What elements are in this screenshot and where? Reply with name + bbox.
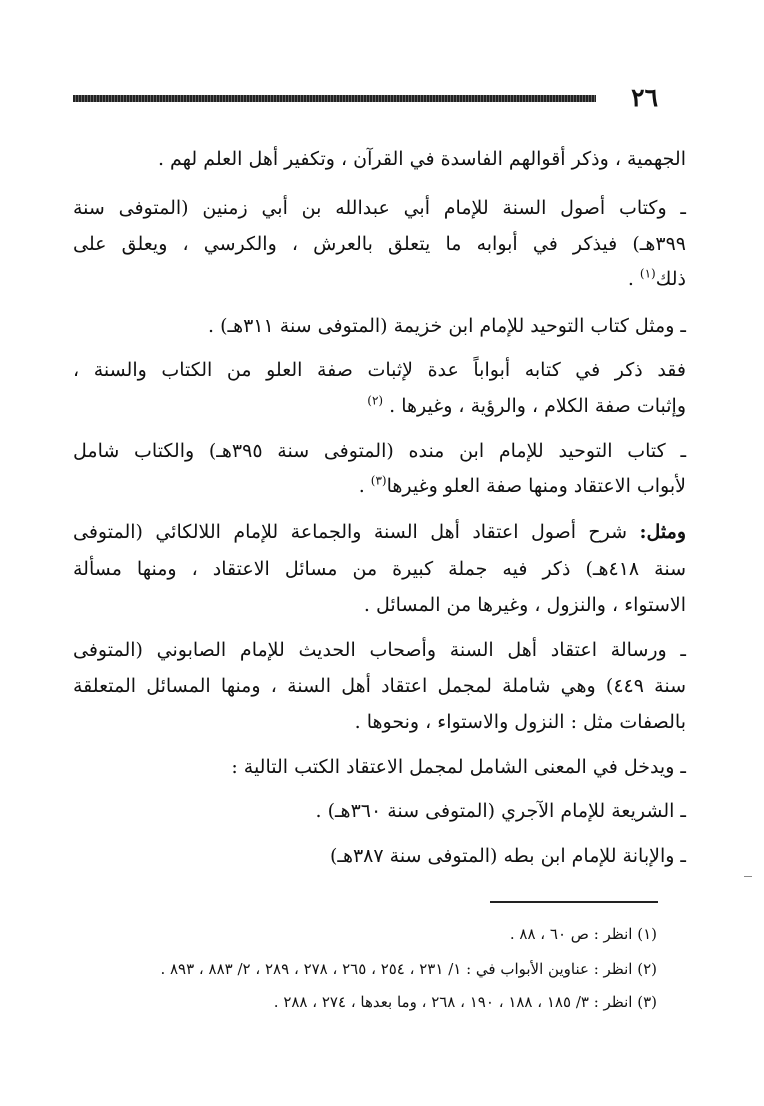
body-line-16: ـ ويدخل في المعنى الشامل لمجمل الاعتقاد الكتب التالية : xyxy=(231,756,686,778)
body-line-12: الاستواء ، والنزول ، وغيرها من المسائل . xyxy=(363,594,686,616)
body-line-9-text: لأبواب الاعتقاد ومنها صفة العلو وغيرها xyxy=(386,475,686,497)
body-line-10 xyxy=(73,518,686,546)
header-rule xyxy=(73,95,596,102)
body-line-4-text: ذلك xyxy=(655,268,686,290)
footnote-2: (٢) انظر : عناوين الأبواب في : ١/ ٢٣١ ، ٢٥٤ ، ٢٦٥ ، ٢٧٨ ، ٢٨٩ ، ٢/ ٨٨٣ ، ٨٩٣ . xyxy=(160,960,657,978)
body-line-5: ـ ومثل كتاب التوحيد للإمام ابن خزيمة (المتوفى سنة ٣١١هـ) . xyxy=(208,315,686,337)
margin-mark xyxy=(744,876,752,877)
body-line-1: الجهمية ، وذكر أقوالهم الفاسدة في القرآن ، وتكفير أهل العلم لهم . xyxy=(157,148,686,170)
footnote-marker-3: (٣) xyxy=(370,473,387,488)
body-line-17: ـ الشريعة للإمام الآجري (المتوفى سنة ٣٦٠هـ) . xyxy=(315,800,686,822)
body-line-10-lead: ومثل: xyxy=(639,521,686,543)
footnote-marker-2: (٢) xyxy=(367,393,384,408)
body-line-18: ـ والإبانة للإمام ابن بطه (المتوفى سنة ٣٨٧هـ) xyxy=(329,845,686,867)
body-line-13: ـ ورسالة اعتقاد أهل السنة وأصحاب الحديث للإمام الصابوني (المتوفى xyxy=(73,639,686,661)
body-line-3: ٣٩٩هـ) فيذكر في أبوابه ما يتعلق بالعرش ، والكرسي ، ويعلق على xyxy=(73,233,686,255)
body-line-10-text: شرح أصول اعتقاد أهل السنة والجماعة للإمام اللالكائي (المتوفى xyxy=(73,521,628,543)
footnote-marker-1: (١) xyxy=(639,266,656,281)
body-line-7-text: وإثبات صفة الكلام ، والرؤية ، وغيرها . xyxy=(389,395,686,417)
body-line-4 xyxy=(628,265,686,293)
body-line-4-period: . xyxy=(627,268,634,290)
footnote-3: (٣) انظر : ٣/ ١٨٥ ، ١٨٨ ، ١٩٠ ، ٢٦٨ ، وما بعدها ، ٢٧٤ ، ٢٨٨ . xyxy=(273,993,657,1011)
body-line-7 xyxy=(367,392,686,420)
footnote-rule xyxy=(490,901,658,903)
page-number: ٢٦ xyxy=(631,83,658,112)
body-line-14: سنة ٤٤٩) وهي شاملة لمجمل اعتقاد أهل السنة ، ومنها المسائل المتعلقة xyxy=(73,675,686,697)
body-line-6: فقد ذكر في كتابه أبواباً عدة لإثبات صفة العلو من الكتاب والسنة ، xyxy=(73,359,686,381)
body-line-8: ـ كتاب التوحيد للإمام ابن منده (المتوفى سنة ٣٩٥هـ) والكتاب شامل xyxy=(73,440,687,462)
body-line-9-period: . xyxy=(358,475,365,497)
footnote-1: (١) انظر : ص ٦٠ ، ٨٨ . xyxy=(509,925,657,943)
body-line-9 xyxy=(359,472,686,500)
body-line-11: سنة ٤١٨هـ) ذكر فيه جملة كبيرة من مسائل الاعتقاد ، ومنها مسألة xyxy=(73,558,686,580)
body-line-2: ـ وكتاب أصول السنة للإمام أبي عبدالله بن أبي زمنين (المتوفى سنة xyxy=(73,197,686,219)
body-line-15: بالصفات مثل : النزول والاستواء ، ونحوها . xyxy=(354,711,686,733)
